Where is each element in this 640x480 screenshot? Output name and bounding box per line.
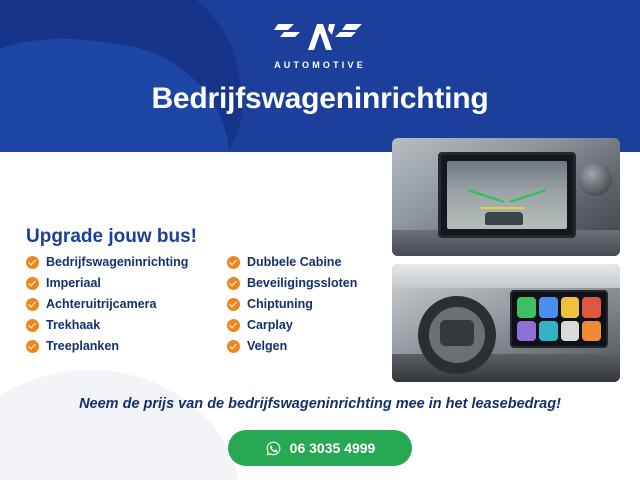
app-tile	[539, 297, 558, 318]
feature-lists	[26, 252, 386, 357]
footer-tagline: Neem de prijs van de bedrijfswageninrichting mee in het leasebedrag!	[79, 396, 561, 412]
poster-headline: Bedrijfswageninrichting	[151, 82, 489, 115]
check-circle-icon	[227, 256, 240, 269]
infotainment-screen	[438, 152, 576, 238]
app-tile	[582, 297, 601, 318]
guide-line-right	[510, 189, 547, 203]
cta-label: 06 3035 4999	[289, 440, 376, 456]
app-tile	[561, 297, 580, 318]
bottom-decorative-shape	[0, 370, 240, 480]
check-circle-icon	[227, 340, 240, 353]
list-item	[227, 273, 386, 293]
app-tile	[539, 321, 558, 342]
photo-steering-wheel-carplay	[392, 264, 620, 382]
check-circle-icon	[26, 298, 39, 311]
carplay-screen	[510, 290, 608, 348]
list-item	[227, 294, 386, 314]
check-circle-icon	[26, 340, 39, 353]
feature-label: Treeplanken	[46, 339, 119, 353]
check-circle-icon	[227, 277, 240, 290]
list-item	[227, 252, 386, 272]
check-circle-icon	[227, 319, 240, 332]
feature-label: Velgen	[246, 339, 288, 353]
guide-line-left	[468, 189, 505, 203]
brand-logo	[0, 18, 640, 70]
app-tile	[517, 321, 536, 342]
check-circle-icon	[227, 298, 240, 311]
app-tile	[561, 321, 580, 342]
list-item	[26, 294, 205, 314]
feature-label: Beveiligingssloten	[246, 276, 358, 290]
av-monogram-icon	[272, 18, 368, 58]
check-circle-icon	[26, 256, 39, 269]
feature-label: Trekhaak	[46, 318, 101, 332]
list-item	[26, 315, 205, 335]
feature-label: Carplay	[246, 318, 293, 332]
reverse-camera-view	[447, 161, 567, 229]
list-item	[26, 336, 205, 356]
feature-label: Dubbele Cabine	[246, 255, 342, 269]
check-circle-icon	[26, 277, 39, 290]
header-banner	[0, 0, 640, 152]
guide-line-distance	[481, 207, 525, 209]
logo-subtitle: AUTOMOTIVE	[274, 60, 366, 70]
list-item	[26, 252, 205, 272]
steering-wheel-hub	[440, 320, 474, 346]
list-item	[227, 336, 386, 356]
feature-label: Imperiaal	[46, 276, 101, 290]
feature-list-right	[227, 252, 386, 357]
whatsapp-call-button[interactable]	[228, 430, 412, 466]
photo-reverse-camera-dashboard	[392, 138, 620, 256]
subheading: Upgrade jouw bus!	[26, 226, 197, 247]
app-tile	[582, 321, 601, 342]
list-item	[26, 273, 205, 293]
air-vent-shape	[578, 162, 612, 196]
car-silhouette	[485, 212, 523, 225]
windscreen-shape	[392, 264, 620, 288]
feature-label: Achteruitrijcamera	[46, 297, 157, 311]
app-tile	[517, 297, 536, 318]
check-circle-icon	[26, 319, 39, 332]
feature-label: Chiptuning	[246, 297, 313, 311]
feature-label: Bedrijfswageninrichting	[46, 255, 189, 269]
list-item	[227, 315, 386, 335]
feature-list-left	[26, 252, 205, 357]
whatsapp-icon	[265, 440, 282, 457]
